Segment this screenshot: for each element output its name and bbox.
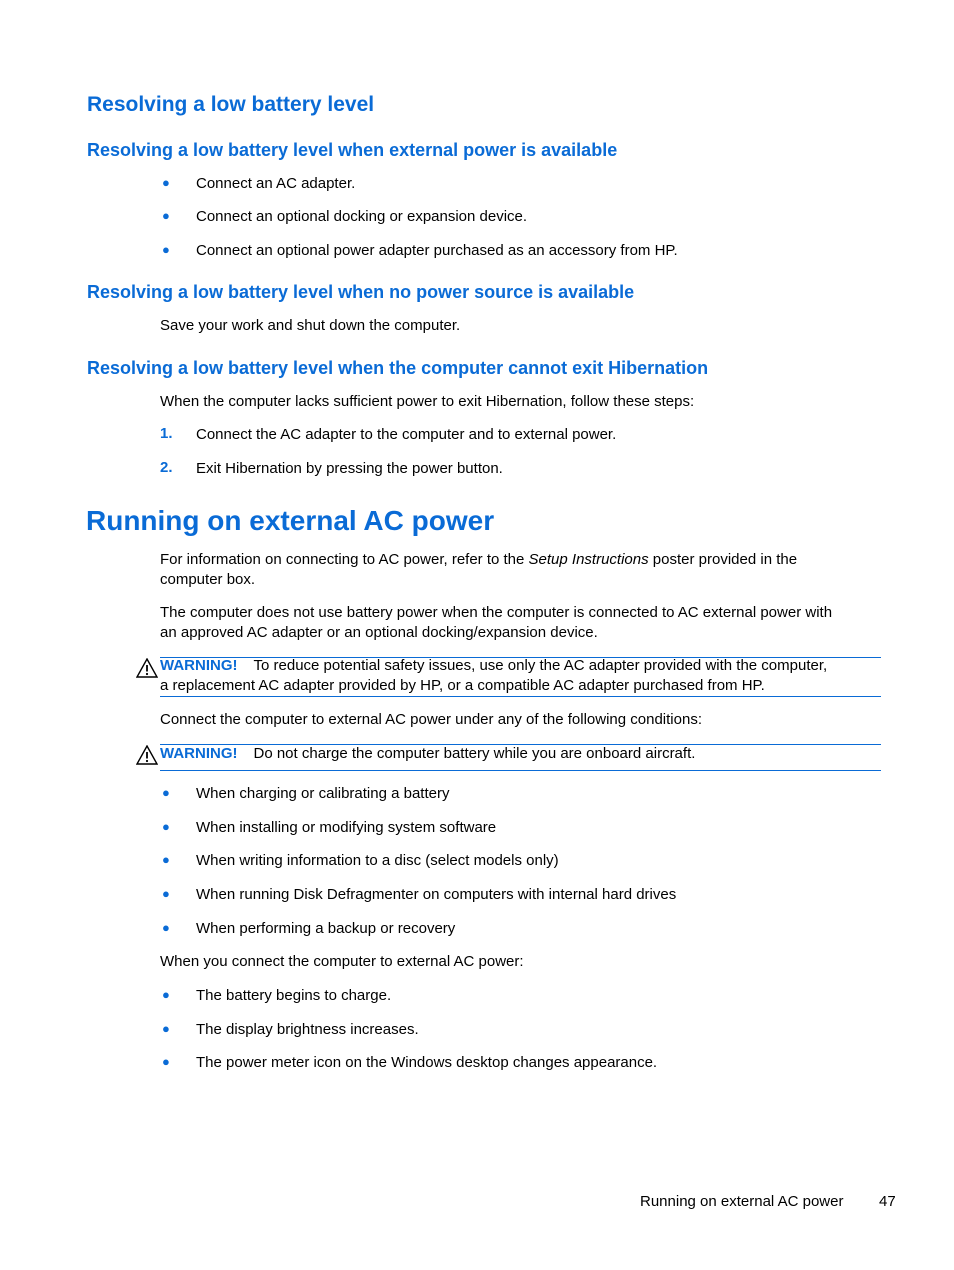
bullet-dot-icon: ● xyxy=(162,175,170,190)
list-item: Connect an optional power adapter purchased as an accessory from HP. xyxy=(196,242,678,259)
list-item: The display brightness increases. xyxy=(196,1021,419,1038)
page-number: 47 xyxy=(879,1193,896,1210)
footer-title: Running on external AC power xyxy=(640,1193,844,1210)
body-text: Connect the computer to external AC power under any of the following conditions: xyxy=(160,711,702,728)
body-text: computer box. xyxy=(160,571,256,588)
warning-bottom-rule xyxy=(160,770,881,771)
bullet-dot-icon: ● xyxy=(162,819,170,834)
warning-text: a replacement AC adapter provided by HP, or a compatible AC adapter purchased from HP. xyxy=(160,677,765,694)
warning-label: WARNING! xyxy=(160,657,238,674)
body-text: an approved AC adapter or an optional docking/expansion device. xyxy=(160,624,598,641)
warning-triangle-icon xyxy=(136,658,158,678)
step-number: 2. xyxy=(160,459,173,476)
bullet-dot-icon: ● xyxy=(162,208,170,223)
list-item: When writing information to a disc (select models only) xyxy=(196,852,559,869)
list-item: When running Disk Defragmenter on computers with internal hard drives xyxy=(196,886,677,903)
body-text-part: poster provided in the xyxy=(648,551,798,568)
bullet-dot-icon: ● xyxy=(162,987,170,1002)
list-item: When performing a backup or recovery xyxy=(196,920,456,937)
list-item: The power meter icon on the Windows desktop changes appearance. xyxy=(196,1054,658,1071)
section-heading: Resolving a low battery level xyxy=(87,93,375,116)
warning-text: To reduce potential safety issues, use only the AC adapter provided with the computer, xyxy=(253,657,828,674)
body-text: When the computer lacks sufficient power to exit Hibernation, follow these steps: xyxy=(160,393,695,410)
list-item: Connect an optional docking or expansion device. xyxy=(196,208,528,225)
page-title: Running on external AC power xyxy=(86,505,495,536)
list-item: Connect an AC adapter. xyxy=(196,175,356,192)
bullet-dot-icon: ● xyxy=(162,1021,170,1036)
warning-triangle-icon xyxy=(136,745,158,765)
subsection-heading: Resolving a low battery level when the computer cannot exit Hibernation xyxy=(87,358,709,378)
document-title-reference: Setup Instructions xyxy=(528,551,649,568)
subsection-heading: Resolving a low battery level when no power source is available xyxy=(87,282,635,302)
body-text: The computer does not use battery power when the computer is connected to AC external power with xyxy=(160,604,833,621)
warning-bottom-rule xyxy=(160,696,881,697)
bullet-dot-icon: ● xyxy=(162,886,170,901)
warning-text: Do not charge the computer battery while you are onboard aircraft. xyxy=(253,745,696,762)
body-text xyxy=(160,550,797,570)
step-number: 1. xyxy=(160,425,173,442)
body-text-part: For information on connecting to AC power, refer to the xyxy=(160,551,529,568)
warning-label: WARNING! xyxy=(160,745,238,762)
list-item: When charging or calibrating a battery xyxy=(196,785,450,802)
body-text: When you connect the computer to external AC power: xyxy=(160,953,524,970)
bullet-dot-icon: ● xyxy=(162,1054,170,1069)
bullet-dot-icon: ● xyxy=(162,785,170,800)
body-text: Save your work and shut down the computer. xyxy=(160,317,461,334)
step-text: Exit Hibernation by pressing the power button. xyxy=(196,460,503,477)
list-item: When installing or modifying system software xyxy=(196,819,497,836)
subsection-heading: Resolving a low battery level when external power is available xyxy=(87,140,618,160)
bullet-dot-icon: ● xyxy=(162,852,170,867)
bullet-dot-icon: ● xyxy=(162,920,170,935)
list-item: The battery begins to charge. xyxy=(196,987,392,1004)
warning-line xyxy=(160,744,695,764)
step-text: Connect the AC adapter to the computer and to external power. xyxy=(196,426,617,443)
warning-line xyxy=(160,656,827,676)
bullet-dot-icon: ● xyxy=(162,242,170,257)
